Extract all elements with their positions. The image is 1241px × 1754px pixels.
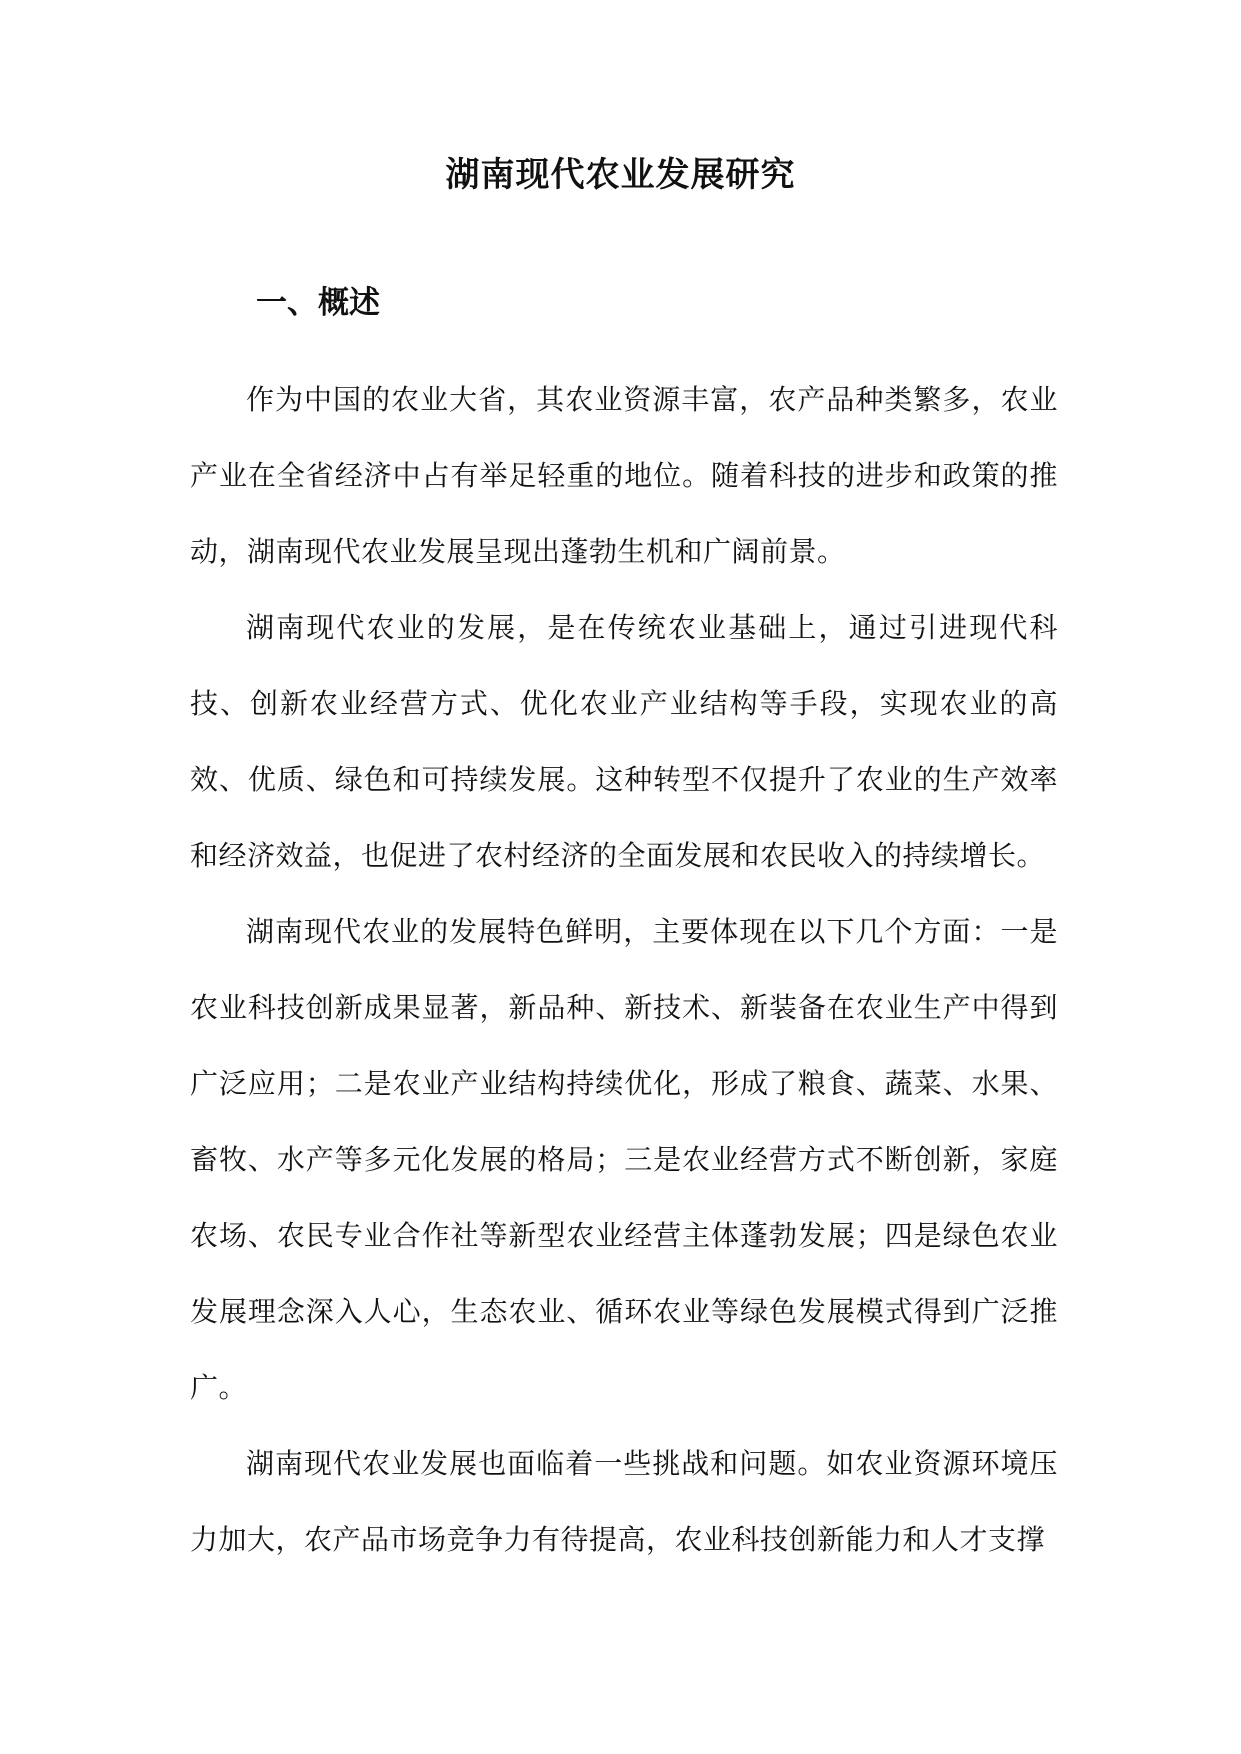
paragraph-intro: 作为中国的农业大省，其农业资源丰富，农产品种类繁多，农业产业在全省经济中占有举足轻重的地位。随着科技的进步和政策的推动，湖南现代农业发展呈现出蓬勃生机和广阔前景。 <box>190 383 1058 568</box>
paragraph-features: 湖南现代农业的发展特色鲜明，主要体现在以下几个方面：一是农业科技创新成果显著，新品种、新技术、新装备在农业生产中得到广泛应用；二是农业产业结构持续优化，形成了粮食、蔬菜、水果、畜牧、水产等多元化发展的格局；三是农业经营方式不断创新，家庭农场、农民专业合作社等新型农业经营主体蓬勃发展；四是绿色农业发展理念深入人心，生态农业、循环农业等绿色发展模式得到广泛推广。 <box>190 915 1058 1404</box>
section-heading-overview: 一、概述 <box>256 285 380 321</box>
body-text <box>190 362 1058 1578</box>
paragraph-development: 湖南现代农业的发展，是在传统农业基础上，通过引进现代科技、创新农业经营方式、优化农业产业结构等手段，实现农业的高效、优质、绿色和可持续发展。这种转型不仅提升了农业的生产效率和经济效益，也促进了农村经济的全面发展和农民收入的持续增长。 <box>190 611 1058 872</box>
paragraph-challenges: 湖南现代农业发展也面临着一些挑战和问题。如农业资源环境压力加大，农产品市场竞争力有待提高，农业科技创新能力和人才支撑 <box>190 1447 1058 1556</box>
document-title: 湖南现代农业发展研究 <box>445 155 796 195</box>
